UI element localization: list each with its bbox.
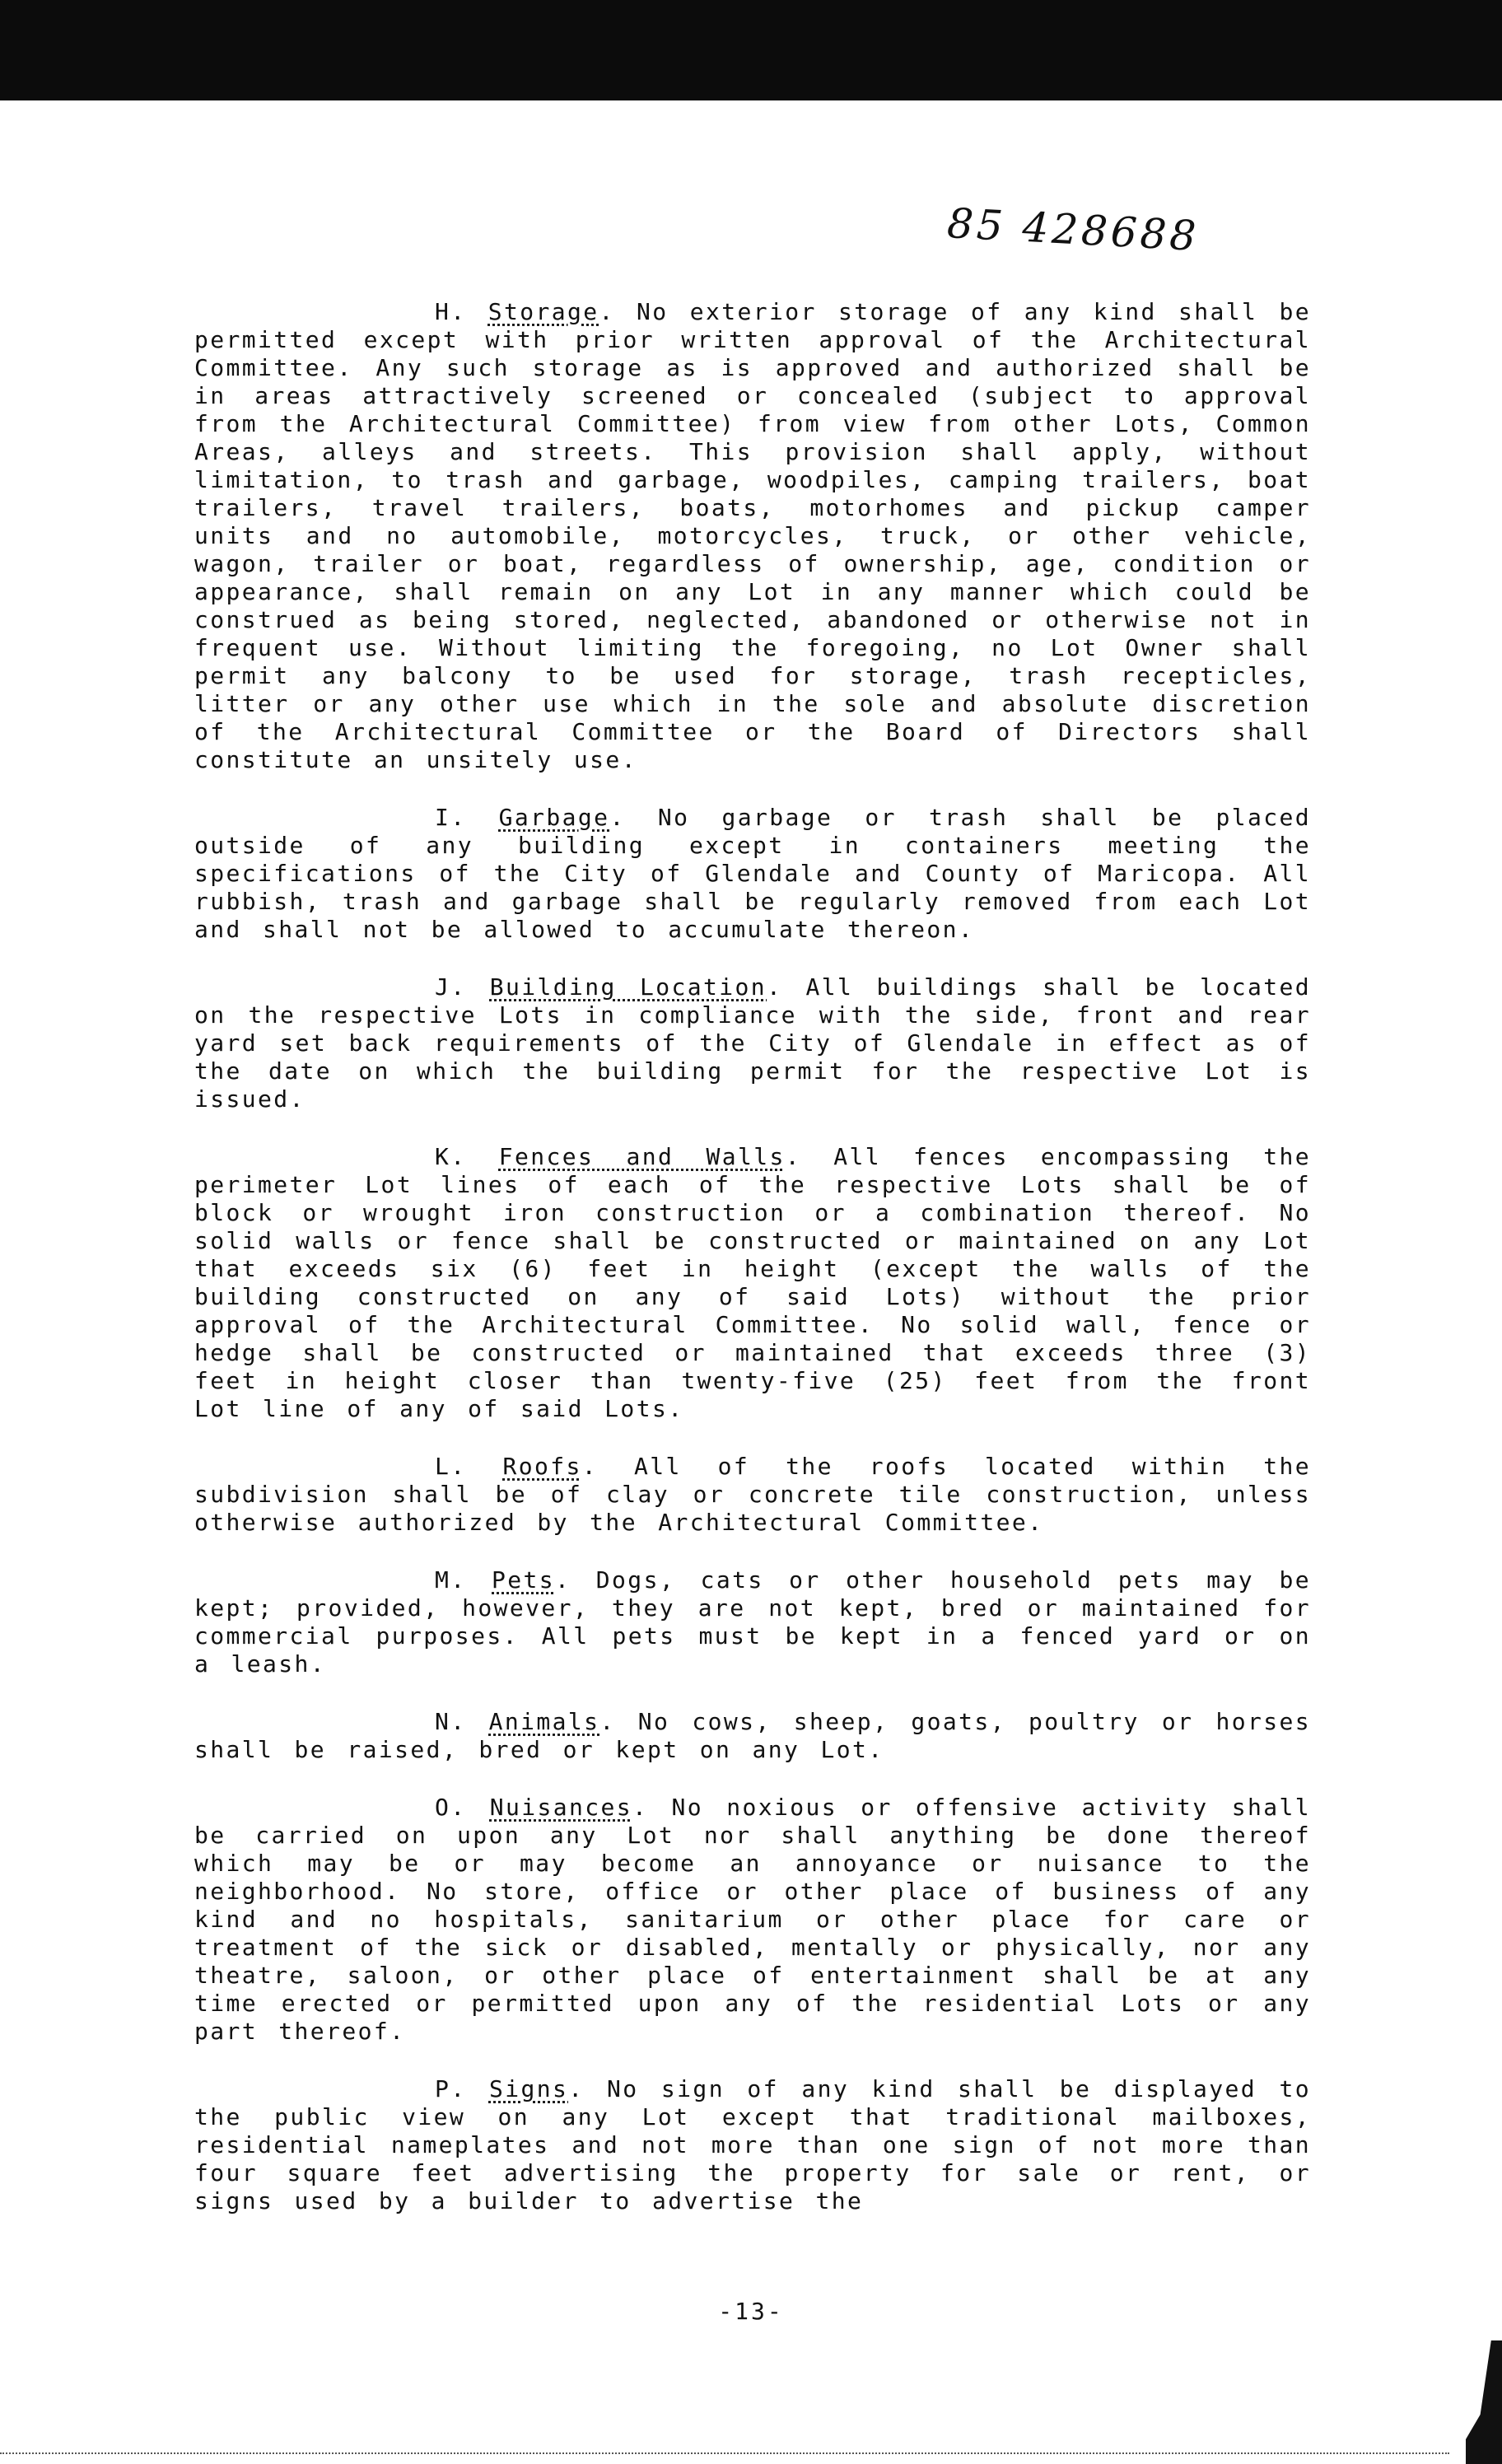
section-k-fences-and-walls — [194, 1143, 1311, 1423]
section-text: . Dogs, cats or other household pets may be kept; provided, however, they are not kept, bred or maintained for commercial purposes. All pets must be kept in a fenced yard or on a leash. — [194, 1566, 1311, 1678]
section-letter: H. — [435, 298, 467, 325]
section-text: . No noxious or offensive activity shall be carried on upon any Lot nor shall anything be done thereof which may be or may become an annoyance or nuisance to the neighborhood. No store, office or other place of business of any kind and no hospitals, sanitarium or other place for care or treatment of the sick or disabled, mentally or physically, nor any theatre, saloon, or other place of entertainment shall be at any time erected or permitted upon any of the residential Lots or any part thereof. — [194, 1794, 1311, 2045]
section-letter: O. — [435, 1794, 467, 1821]
section-text: . All fences encompassing the perimeter Lot lines of each of the respective Lots shall be of block or wrought iron construction or a combination thereof. No solid walls or fence shall be constructed or maintained on any Lot that exceeds six (6) feet in height (except the walls of the building constructed on any of said Lots) without the prior approval of the Architectural Committee. No solid wall, fence or hedge shall be constructed or maintained that exceeds three (3) feet in height closer than twenty-five (25) feet from the front Lot line of any of said Lots. — [194, 1143, 1312, 1422]
section-letter: J. — [435, 973, 467, 1001]
section-letter: L. — [435, 1453, 467, 1480]
scan-top-edge — [0, 0, 1502, 100]
section-letter: N. — [435, 1708, 467, 1735]
section-text: . No exterior storage of any kind shall be permitted except with prior written approval of the Architectural Committee. Any such storage as is approved and authorized shall be in areas attractively screened or concealed (subject to approval from the Architectural Committee) from view from other Lots, Common Areas, alleys and streets. This provision shall apply, without limitation, to trash and garbage, woodpiles, camping trailers, boat trailers, travel trailers, boats, motorhomes and pickup camper units and no automobile, motorcycles, truck, or other vehicle, wagon, trailer or boat, regardless of ownership, age, condition or appearance, shall remain on any Lot in any manner which could be construed as being stored, neglected, abandoned or otherwise not in frequent use. Without limiting the foregoing, no Lot Owner shall permit any balcony to be used for storage, trash recepticles, litter or any other use which in the sole and absolute discretion of the Architectural Committee or the Board of Directors shall constitute an unsitely use. — [194, 298, 1311, 773]
section-p-signs — [194, 2075, 1311, 2215]
section-letter: M. — [435, 1566, 467, 1594]
section-m-pets — [194, 1566, 1311, 1678]
section-j-building-location — [194, 973, 1311, 1113]
section-letter: K. — [435, 1143, 467, 1170]
section-i-garbage — [194, 804, 1311, 944]
section-text: . All of the roofs located within the subdivision shall be of clay or concrete tile construction, unless otherwise authorized by the Architectural Committee. — [194, 1453, 1311, 1536]
scan-corner-mark — [1466, 2340, 1502, 2464]
section-o-nuisances — [194, 1794, 1311, 2046]
document-body — [194, 298, 1311, 2245]
section-text: . No cows, sheep, goats, poultry or horses shall be raised, bred or kept on any Lot. — [194, 1708, 1312, 1763]
section-h-storage — [194, 298, 1311, 774]
section-heading: Fences and Walls — [498, 1143, 786, 1170]
section-heading: Animals — [488, 1708, 600, 1735]
section-letter: I. — [435, 804, 467, 831]
page-number: -13- — [718, 2298, 784, 2325]
scan-bottom-edge — [0, 2452, 1449, 2456]
section-heading: Pets — [492, 1566, 556, 1594]
section-text: . No sign of any kind shall be displayed to the public view on any Lot except that traditional mailboxes, residential nameplates and not more than one sign of not more than four square feet advertising the property for sale or rent, or signs used by a builder to advertise the — [194, 2075, 1311, 2214]
section-heading: Storage — [487, 298, 599, 325]
section-heading: Signs — [488, 2075, 569, 2102]
section-heading: Roofs — [502, 1453, 582, 1480]
section-text: . No garbage or trash shall be placed outside of any building except in containers meeting the specifications of the City of Glendale and County of Maricopa. All rubbish, trash and garbage shall be regularly removed from each Lot and shall not be allowed to accumulate thereon. — [194, 804, 1311, 943]
section-n-animals — [194, 1708, 1311, 1764]
section-heading: Garbage — [498, 804, 610, 831]
section-l-roofs — [194, 1453, 1311, 1537]
section-heading: Nuisances — [489, 1794, 633, 1821]
recording-number-stamp: 85 428688 — [945, 199, 1201, 260]
section-heading: Building Location — [489, 973, 767, 1001]
section-text: . All buildings shall be located on the respective Lots in compliance with the side, front and rear yard set back requirements of the City of Glendale in effect as of the date on which the building permit for the respective Lot is issued. — [194, 973, 1311, 1113]
section-letter: P. — [435, 2075, 467, 2102]
